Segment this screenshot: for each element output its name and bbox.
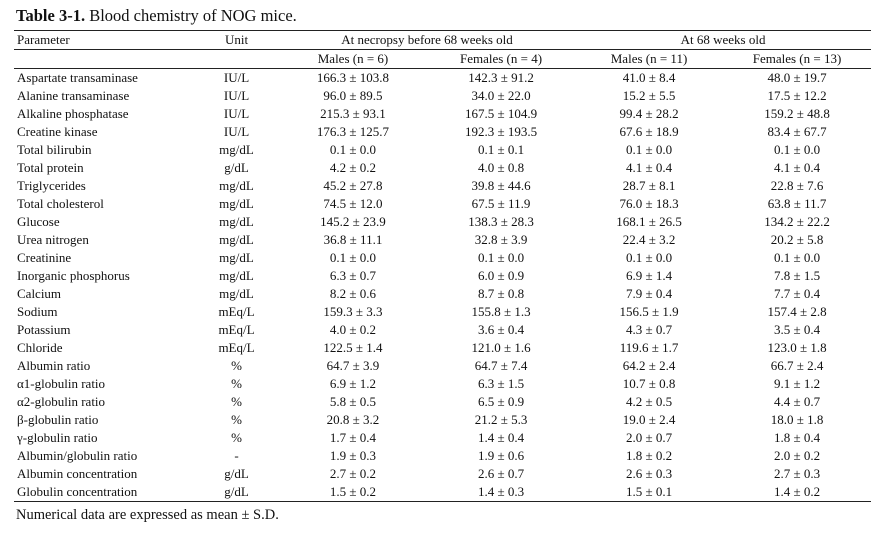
unit-cell: IU/L — [223, 124, 250, 139]
necropsy-males-cell: 0.1 ± 0.0 — [329, 250, 377, 265]
necropsy-males-cell: 145.2 ± 23.9 — [320, 214, 386, 229]
parameter-cell: γ-globulin ratio — [17, 430, 98, 445]
w68-females-cell: 159.2 ± 48.8 — [764, 106, 830, 121]
unit-cell: mg/dL — [219, 250, 254, 265]
w68-males-cell: 2.0 ± 0.7 — [625, 430, 673, 445]
necropsy-females-cell: 192.3 ± 193.5 — [464, 124, 538, 139]
necropsy-females-cell: 167.5 ± 104.9 — [464, 106, 538, 121]
w68-males-cell: 2.6 ± 0.3 — [625, 466, 673, 481]
necropsy-females-cell: 6.5 ± 0.9 — [477, 394, 525, 409]
unit-cell: IU/L — [223, 106, 250, 121]
parameter-cell: α2-globulin ratio — [17, 394, 106, 409]
w68-males-cell: 15.2 ± 5.5 — [622, 88, 676, 103]
parameter-cell: Chloride — [17, 340, 63, 355]
parameter-cell: α1-globulin ratio — [17, 376, 106, 391]
necropsy-females-cell: 6.3 ± 1.5 — [477, 376, 525, 391]
necropsy-females-cell: 0.1 ± 0.0 — [477, 250, 525, 265]
necropsy-females-cell: 39.8 ± 44.6 — [471, 178, 531, 193]
parameter-cell: Albumin concentration — [17, 466, 138, 481]
w68-females-cell: 9.1 ± 1.2 — [773, 376, 821, 391]
table-row — [14, 231, 871, 249]
necropsy-females-cell: 8.7 ± 0.8 — [477, 286, 525, 301]
necropsy-females-cell: 21.2 ± 5.3 — [474, 412, 528, 427]
w68-males-cell: 0.1 ± 0.0 — [625, 142, 673, 157]
unit-cell: mg/dL — [219, 232, 254, 247]
necropsy-males-cell: 6.3 ± 0.7 — [329, 268, 377, 283]
unit-cell: mg/dL — [219, 142, 254, 157]
table-row — [14, 357, 871, 375]
necropsy-males-cell: 176.3 ± 125.7 — [316, 124, 390, 139]
w68-females-cell: 1.4 ± 0.2 — [723, 483, 871, 502]
table-body — [14, 69, 871, 502]
header-unit: Unit — [194, 31, 279, 50]
necropsy-females-cell: 4.0 ± 0.8 — [477, 160, 525, 175]
unit-cell: mEq/L — [218, 304, 255, 319]
w68-males-cell: 67.6 ± 18.9 — [619, 124, 679, 139]
w68-females-cell: 1.8 ± 0.4 — [773, 430, 821, 445]
table-row — [14, 447, 871, 465]
unit-cell: mEq/L — [218, 322, 255, 337]
table-row — [14, 195, 871, 213]
w68-males-cell: 6.9 ± 1.4 — [625, 268, 673, 283]
table-row — [14, 105, 871, 123]
blood-chemistry-table — [14, 30, 871, 502]
w68-males-cell: 1.8 ± 0.2 — [625, 448, 673, 463]
table-row — [14, 429, 871, 447]
w68-females-cell: 123.0 ± 1.8 — [767, 340, 827, 355]
necropsy-males-cell: 6.9 ± 1.2 — [329, 376, 377, 391]
unit-cell: IU/L — [223, 88, 250, 103]
w68-males-cell: 4.1 ± 0.4 — [625, 160, 673, 175]
table-row — [14, 375, 871, 393]
table-row — [14, 483, 871, 502]
necropsy-females-cell: 34.0 ± 22.0 — [471, 88, 531, 103]
w68-males-cell: 22.4 ± 3.2 — [622, 232, 676, 247]
parameter-cell: Total protein — [17, 160, 84, 175]
necropsy-females-cell: 64.7 ± 7.4 — [474, 358, 528, 373]
header-68-males: Males (n = 11) — [575, 50, 723, 69]
table-row — [14, 87, 871, 105]
necropsy-males-cell: 5.8 ± 0.5 — [329, 394, 377, 409]
unit-cell: mg/dL — [219, 286, 254, 301]
table-row — [14, 249, 871, 267]
header-group-necropsy: At necropsy before 68 weeks old — [279, 31, 575, 50]
w68-females-cell: 2.0 ± 0.2 — [773, 448, 821, 463]
necropsy-males-cell: 1.9 ± 0.3 — [329, 448, 377, 463]
w68-males-cell: 4.2 ± 0.5 — [625, 394, 673, 409]
unit-cell: g/dL — [224, 160, 249, 175]
necropsy-males-cell: 45.2 ± 27.8 — [323, 178, 383, 193]
table-row — [14, 303, 871, 321]
unit-cell: % — [231, 394, 242, 409]
necropsy-males-cell: 1.7 ± 0.4 — [329, 430, 377, 445]
w68-males-cell: 76.0 ± 18.3 — [619, 196, 679, 211]
w68-females-cell: 18.0 ± 1.8 — [770, 412, 824, 427]
necropsy-females-cell: 3.6 ± 0.4 — [477, 322, 525, 337]
w68-females-cell: 4.1 ± 0.4 — [773, 160, 821, 175]
w68-males-cell: 119.6 ± 1.7 — [619, 340, 679, 355]
necropsy-males-cell: 4.2 ± 0.2 — [329, 160, 377, 175]
table-row — [14, 69, 871, 88]
necropsy-females-cell: 0.1 ± 0.1 — [477, 142, 525, 157]
necropsy-males-cell: 122.5 ± 1.4 — [323, 340, 383, 355]
w68-males-cell: 99.4 ± 28.2 — [619, 106, 679, 121]
parameter-cell: Alanine transaminase — [17, 88, 130, 103]
w68-males-cell: 4.3 ± 0.7 — [625, 322, 673, 337]
header-necropsy-females: Females (n = 4) — [427, 50, 575, 69]
w68-females-cell: 48.0 ± 19.7 — [767, 70, 827, 85]
necropsy-males-cell: 215.3 ± 93.1 — [320, 106, 386, 121]
unit-cell: mEq/L — [218, 340, 255, 355]
w68-females-cell: 22.8 ± 7.6 — [770, 178, 824, 193]
header-group-68-weeks: At 68 weeks old — [575, 31, 871, 50]
unit-cell: % — [231, 412, 242, 427]
table-row — [14, 339, 871, 357]
necropsy-males-cell: 1.5 ± 0.2 — [279, 483, 427, 502]
parameter-cell: Sodium — [17, 304, 58, 319]
necropsy-females-cell: 1.9 ± 0.6 — [477, 448, 525, 463]
necropsy-females-cell: 32.8 ± 3.9 — [474, 232, 528, 247]
parameter-cell: Aspartate transaminase — [17, 70, 138, 85]
necropsy-females-cell: 121.0 ± 1.6 — [471, 340, 531, 355]
parameter-cell: Total bilirubin — [17, 142, 92, 157]
necropsy-males-cell: 64.7 ± 3.9 — [326, 358, 380, 373]
w68-females-cell: 0.1 ± 0.0 — [773, 142, 821, 157]
w68-males-cell: 168.1 ± 26.5 — [616, 214, 682, 229]
unit-cell: % — [231, 358, 242, 373]
unit-cell: % — [231, 376, 242, 391]
w68-females-cell: 7.8 ± 1.5 — [773, 268, 821, 283]
parameter-cell: Globulin concentration — [14, 483, 194, 502]
w68-males-cell: 7.9 ± 0.4 — [625, 286, 673, 301]
table-row — [14, 285, 871, 303]
necropsy-males-cell: 166.3 ± 103.8 — [316, 70, 390, 85]
unit-cell: % — [231, 430, 242, 445]
table-row — [14, 213, 871, 231]
header-necropsy-males: Males (n = 6) — [279, 50, 427, 69]
header-blank — [14, 50, 194, 69]
necropsy-males-cell: 36.8 ± 11.1 — [323, 232, 383, 247]
necropsy-males-cell: 2.7 ± 0.2 — [329, 466, 377, 481]
parameter-cell: Potassium — [17, 322, 71, 337]
necropsy-females-cell: 1.4 ± 0.3 — [427, 483, 575, 502]
parameter-cell: Triglycerides — [17, 178, 86, 193]
necropsy-males-cell: 20.8 ± 3.2 — [326, 412, 380, 427]
parameter-cell: Inorganic phosphorus — [17, 268, 130, 283]
w68-males-cell: 1.5 ± 0.1 — [575, 483, 723, 502]
table-title: Blood chemistry of NOG mice. — [89, 6, 297, 25]
unit-cell: g/dL — [224, 466, 249, 481]
unit-cell: g/dL — [194, 483, 279, 502]
w68-females-cell: 3.5 ± 0.4 — [773, 322, 821, 337]
necropsy-females-cell: 142.3 ± 91.2 — [468, 70, 534, 85]
w68-males-cell: 28.7 ± 8.1 — [622, 178, 676, 193]
necropsy-females-cell: 6.0 ± 0.9 — [477, 268, 525, 283]
w68-males-cell: 10.7 ± 0.8 — [622, 376, 676, 391]
w68-males-cell: 19.0 ± 2.4 — [622, 412, 676, 427]
table-row — [14, 321, 871, 339]
necropsy-females-cell: 1.4 ± 0.4 — [477, 430, 525, 445]
necropsy-males-cell: 159.3 ± 3.3 — [323, 304, 383, 319]
w68-females-cell: 20.2 ± 5.8 — [770, 232, 824, 247]
necropsy-females-cell: 138.3 ± 28.3 — [468, 214, 534, 229]
parameter-cell: Alkaline phosphatase — [17, 106, 129, 121]
table-row — [14, 267, 871, 285]
necropsy-males-cell: 74.5 ± 12.0 — [323, 196, 383, 211]
w68-males-cell: 0.1 ± 0.0 — [625, 250, 673, 265]
parameter-cell: Albumin/globulin ratio — [17, 448, 138, 463]
parameter-cell: Calcium — [17, 286, 62, 301]
w68-females-cell: 0.1 ± 0.0 — [773, 250, 821, 265]
parameter-cell: Creatinine — [17, 250, 72, 265]
unit-cell: mg/dL — [219, 178, 254, 193]
header-blank — [194, 50, 279, 69]
necropsy-males-cell: 4.0 ± 0.2 — [329, 322, 377, 337]
table-row — [14, 393, 871, 411]
table-row — [14, 411, 871, 429]
unit-cell: mg/dL — [219, 268, 254, 283]
w68-females-cell: 83.4 ± 67.7 — [767, 124, 827, 139]
necropsy-females-cell: 155.8 ± 1.3 — [471, 304, 531, 319]
table-footnote: Numerical data are expressed as mean ± S.D. — [16, 507, 279, 523]
w68-females-cell: 4.4 ± 0.7 — [773, 394, 821, 409]
header-68-females: Females (n = 13) — [723, 50, 871, 69]
header-row-subgroups — [14, 50, 871, 69]
header-parameter: Parameter — [14, 31, 194, 50]
w68-males-cell: 41.0 ± 8.4 — [622, 70, 676, 85]
header-row-groups — [14, 31, 871, 50]
necropsy-males-cell: 8.2 ± 0.6 — [329, 286, 377, 301]
parameter-cell: Total cholesterol — [17, 196, 104, 211]
necropsy-females-cell: 2.6 ± 0.7 — [477, 466, 525, 481]
w68-females-cell: 17.5 ± 12.2 — [767, 88, 827, 103]
table-row — [14, 141, 871, 159]
parameter-cell: β-globulin ratio — [17, 412, 99, 427]
table-row — [14, 465, 871, 483]
w68-females-cell: 134.2 ± 22.2 — [764, 214, 830, 229]
table-caption — [16, 6, 876, 26]
table-row — [14, 123, 871, 141]
unit-cell: mg/dL — [219, 214, 254, 229]
necropsy-females-cell: 67.5 ± 11.9 — [471, 196, 531, 211]
w68-males-cell: 156.5 ± 1.9 — [619, 304, 679, 319]
table-row — [14, 177, 871, 195]
w68-females-cell: 7.7 ± 0.4 — [773, 286, 821, 301]
parameter-cell: Albumin ratio — [17, 358, 91, 373]
w68-females-cell: 66.7 ± 2.4 — [770, 358, 824, 373]
parameter-cell: Creatine kinase — [17, 124, 98, 139]
w68-males-cell: 64.2 ± 2.4 — [622, 358, 676, 373]
w68-females-cell: 63.8 ± 11.7 — [767, 196, 827, 211]
necropsy-males-cell: 96.0 ± 89.5 — [323, 88, 383, 103]
unit-cell: mg/dL — [219, 196, 254, 211]
necropsy-males-cell: 0.1 ± 0.0 — [329, 142, 377, 157]
w68-females-cell: 157.4 ± 2.8 — [767, 304, 827, 319]
w68-females-cell: 2.7 ± 0.3 — [773, 466, 821, 481]
parameter-cell: Glucose — [17, 214, 60, 229]
table-label: Table 3-1. — [16, 6, 86, 25]
unit-cell: IU/L — [223, 70, 250, 85]
parameter-cell: Urea nitrogen — [17, 232, 89, 247]
unit-cell: - — [234, 448, 239, 463]
table-row — [14, 159, 871, 177]
